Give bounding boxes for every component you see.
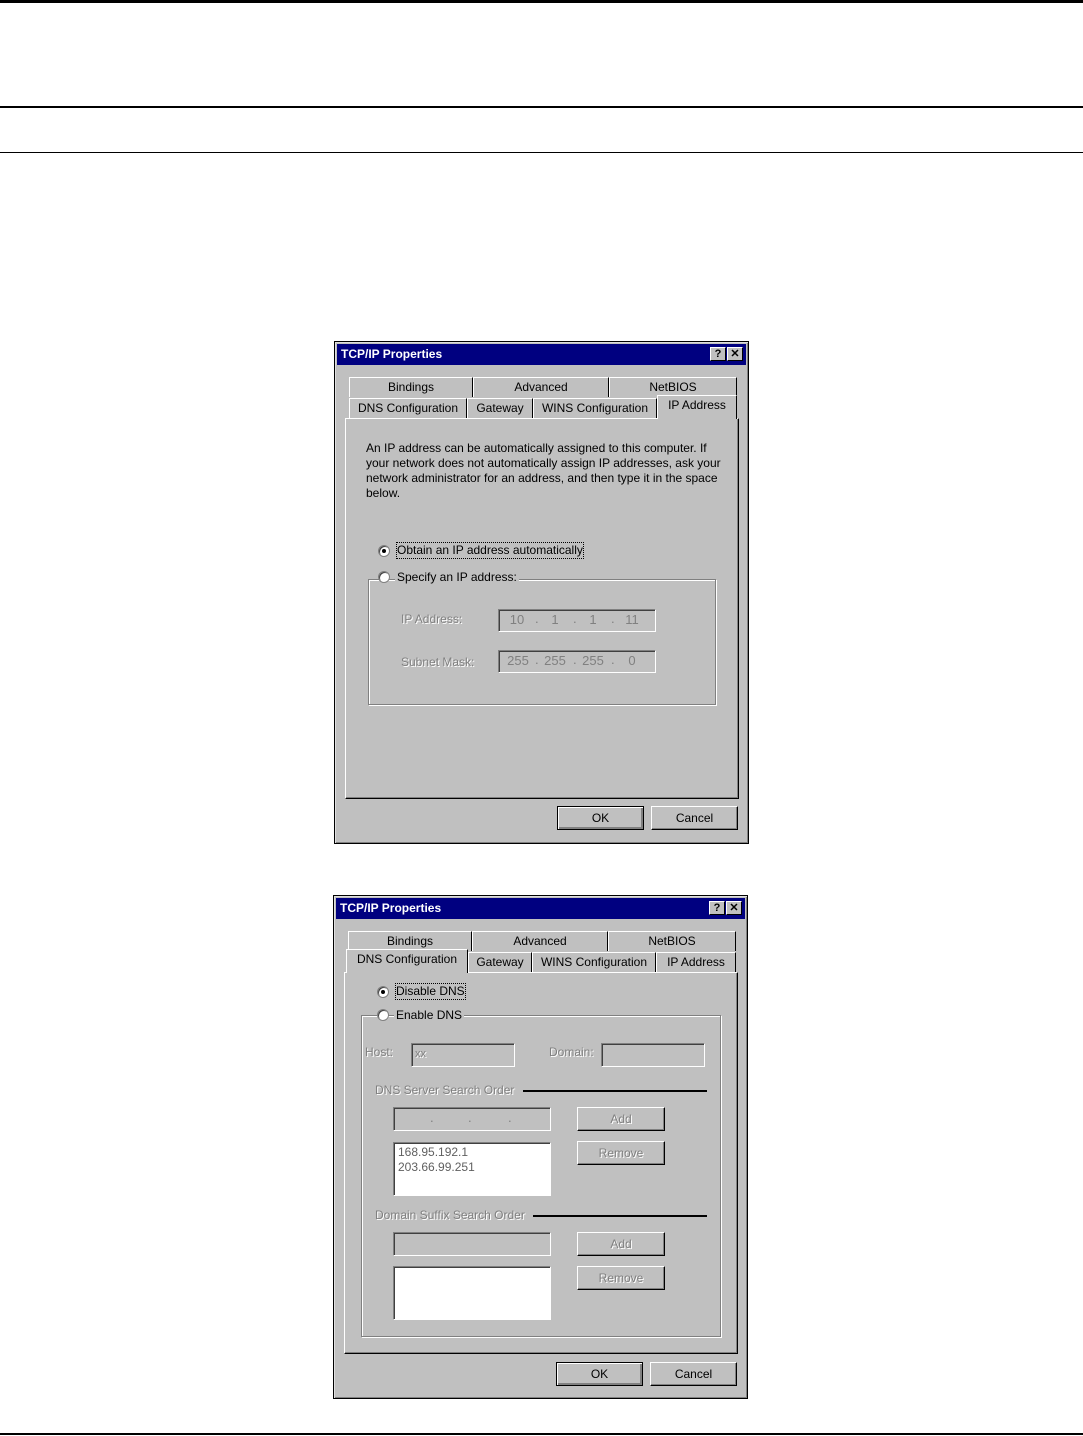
tab-label: WINS Configuration	[540, 955, 648, 969]
ip-address-label: IP Address:	[401, 612, 463, 626]
host-value: xx	[415, 1048, 426, 1060]
tab-wins-configuration[interactable]	[532, 952, 656, 972]
dns-remove-button[interactable]: Remove	[577, 1141, 665, 1165]
tab-wins-configuration[interactable]	[533, 398, 657, 418]
ok-button[interactable]: OK	[556, 1362, 643, 1386]
suffix-add-button[interactable]: Add	[577, 1232, 665, 1256]
tab-ip-address[interactable]	[656, 952, 736, 972]
suffix-order-separator	[533, 1215, 707, 1217]
ip-dot: .	[430, 1110, 434, 1125]
tab-netbios[interactable]	[609, 377, 737, 397]
dns-server-item-1[interactable]: 168.95.192.1	[398, 1145, 469, 1159]
title-bar	[337, 344, 746, 365]
tab-label: DNS Configuration	[356, 952, 458, 966]
title-bar	[336, 898, 745, 919]
cancel-button[interactable]: Cancel	[651, 806, 738, 830]
ip-dot: .	[573, 611, 577, 626]
tab-label: Advanced	[513, 934, 567, 948]
tab-bindings[interactable]	[349, 377, 473, 397]
tab-netbios[interactable]	[608, 931, 736, 951]
help-button[interactable]: ?	[710, 347, 726, 361]
subnet-mask-field[interactable]	[498, 650, 656, 673]
mask-dot: .	[611, 652, 615, 667]
radio-specify-ip-label[interactable]: Specify an IP address:	[397, 570, 517, 584]
radio-obtain-automatically-label[interactable]: Obtain an IP address automatically	[397, 543, 583, 557]
dns-server-ip-input[interactable]	[393, 1107, 551, 1131]
ip-octet-3: 1	[589, 612, 597, 627]
radio-obtain-automatically[interactable]	[378, 545, 390, 557]
dns-server-item-2[interactable]: 203.66.99.251	[398, 1160, 475, 1174]
close-icon: ✕	[730, 348, 740, 360]
tab-label: DNS Configuration	[357, 401, 459, 415]
tab-dns-configuration[interactable]	[346, 949, 468, 973]
mask-octet-1: 255	[507, 653, 529, 668]
mask-dot: .	[535, 652, 539, 667]
domain-suffix-input[interactable]	[393, 1232, 551, 1256]
specify-ip-groupbox	[368, 579, 716, 705]
radio-specify-ip[interactable]	[378, 571, 390, 583]
tab-label: Bindings	[387, 380, 435, 394]
mask-octet-2: 255	[544, 653, 566, 668]
header-rule-2	[0, 152, 1083, 153]
radio-enable-dns-label[interactable]: Enable DNS	[396, 1008, 463, 1022]
host-input[interactable]	[411, 1043, 515, 1067]
suffix-remove-button[interactable]: Remove	[577, 1266, 665, 1290]
domain-input[interactable]	[601, 1043, 705, 1067]
close-button[interactable]	[726, 901, 742, 915]
dns-server-list[interactable]	[393, 1142, 551, 1196]
domain-suffix-search-order-label: Domain Suffix Search Order	[375, 1208, 525, 1222]
window-title: TCP/IP Properties	[341, 347, 443, 361]
mask-octet-3: 255	[582, 653, 604, 668]
description-text: An IP address can be automatically assigned to this computer. If your network does not automatically assign IP addresses, ask your network administrator for an address, and then type it in the space below.	[366, 441, 721, 500]
ip-dot: .	[611, 611, 615, 626]
dns-server-search-order-label: DNS Server Search Order	[375, 1083, 515, 1097]
top-rule	[0, 0, 1083, 3]
tab-bindings[interactable]	[348, 931, 472, 951]
radio-disable-dns[interactable]	[377, 986, 389, 998]
tab-label: NetBIOS	[648, 934, 696, 948]
tab-label: Bindings	[386, 934, 434, 948]
cancel-button[interactable]: Cancel	[650, 1362, 737, 1386]
ip-dot: .	[468, 1110, 472, 1125]
radio-enable-dns[interactable]	[377, 1009, 389, 1021]
tab-label: NetBIOS	[649, 380, 697, 394]
tab-label: IP Address	[667, 955, 725, 969]
ip-octet-2: 1	[551, 612, 559, 627]
tab-panel	[344, 972, 738, 1354]
tab-label: Gateway	[476, 955, 524, 969]
footer-rule	[0, 1433, 1083, 1435]
mask-octet-4: 0	[628, 653, 636, 668]
close-button[interactable]	[727, 347, 743, 361]
tab-label: IP Address	[668, 398, 726, 412]
domain-suffix-list[interactable]	[393, 1266, 551, 1320]
radio-disable-dns-label[interactable]: Disable DNS	[396, 984, 465, 998]
tab-gateway[interactable]	[467, 398, 533, 418]
domain-label: Domain:	[549, 1045, 594, 1059]
tcpip-dialog-dns-configuration	[333, 895, 748, 1399]
mask-dot: .	[573, 652, 577, 667]
tab-gateway[interactable]	[468, 952, 532, 972]
subnet-mask-label: Subnet Mask:	[401, 655, 475, 669]
tcpip-dialog-ip-address	[334, 341, 749, 844]
ip-octet-4: 11	[625, 612, 639, 627]
close-icon: ✕	[729, 902, 739, 914]
tab-label: WINS Configuration	[541, 401, 649, 415]
tab-ip-address[interactable]	[657, 395, 737, 419]
tab-label: Advanced	[514, 380, 568, 394]
host-label: Host:	[365, 1045, 394, 1059]
header-rule-1	[0, 106, 1083, 108]
dns-add-button[interactable]: Add	[577, 1107, 665, 1131]
ip-dot: .	[508, 1110, 512, 1125]
tab-label: Gateway	[476, 401, 524, 415]
help-button[interactable]: ?	[709, 901, 725, 915]
tab-dns-configuration[interactable]	[349, 398, 467, 418]
ip-octet-1: 10	[509, 612, 525, 627]
dns-order-separator	[523, 1090, 707, 1092]
tab-advanced[interactable]	[472, 931, 608, 951]
ip-dot: .	[535, 611, 539, 626]
ok-button[interactable]: OK	[557, 806, 644, 830]
ip-address-field[interactable]	[498, 609, 656, 632]
tab-advanced[interactable]	[473, 377, 609, 397]
window-title: TCP/IP Properties	[340, 901, 442, 915]
tab-panel	[345, 418, 739, 799]
